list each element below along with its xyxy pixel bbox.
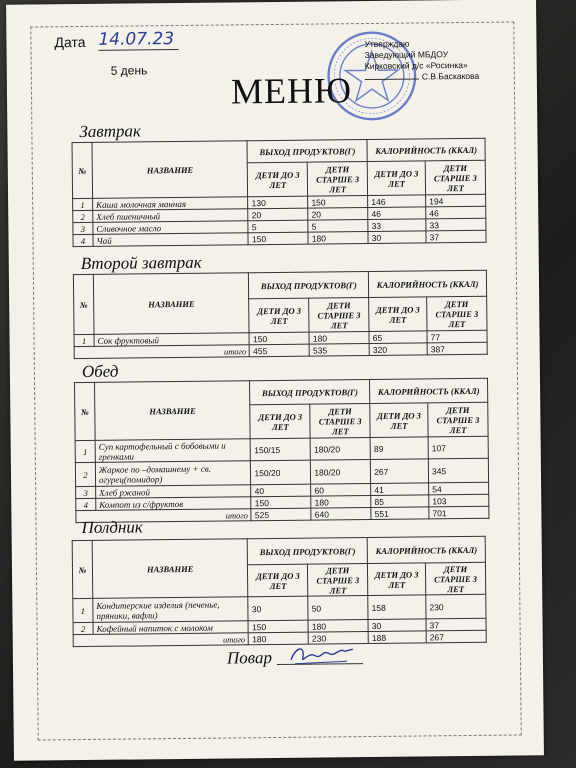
row-num: 3 bbox=[73, 222, 93, 234]
row-cal-over3: 77 bbox=[427, 330, 487, 343]
row-cal-under3: 30 bbox=[368, 231, 426, 244]
row-out-over3: 60 bbox=[311, 484, 371, 497]
row-out-under3: 130 bbox=[248, 196, 308, 209]
col-out-over3: ДЕТИ СТАРШЕ 3 ЛЕТ bbox=[308, 162, 368, 197]
total-cal-under3: 320 bbox=[369, 343, 427, 356]
row-name: Компот из с/фруктов bbox=[96, 497, 252, 511]
row-name: Каша молочная манная bbox=[93, 197, 249, 211]
row-cal-over3: 107 bbox=[428, 436, 488, 459]
row-num: 3 bbox=[76, 486, 96, 498]
row-num: 4 bbox=[76, 498, 96, 510]
section-title-lunch: Обед bbox=[81, 361, 119, 382]
table-breakfast bbox=[71, 138, 486, 247]
col-cal-under3: ДЕТИ ДО 3 ЛЕТ bbox=[370, 403, 428, 438]
row-num: 2 bbox=[73, 210, 93, 222]
row-cal-over3: 37 bbox=[426, 230, 486, 243]
table-snack bbox=[72, 536, 487, 647]
col-cal-under3: ДЕТИ ДО 3 ЛЕТ bbox=[368, 563, 426, 596]
row-out-over3: 180 bbox=[308, 620, 368, 633]
col-output: ВЫХОД ПРОДУКТОВ(Г) bbox=[250, 380, 370, 405]
row-out-over3: 180 bbox=[311, 496, 371, 509]
row-out-under3: 150 bbox=[249, 332, 309, 345]
row-out-over3: 20 bbox=[308, 208, 368, 221]
row-cal-under3: 85 bbox=[371, 495, 429, 508]
row-cal-under3: 146 bbox=[368, 195, 426, 208]
row-name: Хлеб пшеничный bbox=[93, 209, 249, 223]
col-output: ВЫХОД ПРОДУКТОВ(Г) bbox=[247, 140, 367, 163]
row-name: Сливочное масло bbox=[93, 221, 249, 235]
row-out-over3: 5 bbox=[308, 220, 368, 233]
col-name: НАЗВАНИЕ bbox=[92, 141, 248, 199]
row-out-over3: 180 bbox=[309, 332, 369, 345]
row-cal-over3: 33 bbox=[426, 218, 486, 231]
row-out-under3: 5 bbox=[248, 220, 308, 233]
col-name: НАЗВАНИЕ bbox=[93, 273, 249, 335]
col-cal-over3: ДЕТИ СТАРШЕ 3 ЛЕТ bbox=[427, 296, 487, 331]
row-num: 1 bbox=[73, 598, 93, 622]
row-num: 4 bbox=[73, 234, 93, 246]
row-name: Жаркое по –домашнему + св. огурец(помидор) bbox=[95, 461, 251, 487]
col-cal-over3: ДЕТИ СТАРШЕ 3 ЛЕТ bbox=[428, 402, 488, 437]
row-out-under3: 30 bbox=[248, 596, 308, 621]
col-calories: КАЛОРИЙНОСТЬ (ККАЛ) bbox=[367, 536, 485, 563]
row-out-over3: 150 bbox=[308, 196, 368, 209]
row-out-under3: 150 bbox=[248, 620, 308, 633]
col-cal-under3: ДЕТИ ДО 3 ЛЕТ bbox=[369, 297, 427, 332]
row-out-under3: 150 bbox=[248, 232, 308, 245]
row-cal-over3: 103 bbox=[429, 494, 489, 507]
approval-line-1: Утверждаю bbox=[364, 38, 410, 50]
row-out-over3: 180 bbox=[308, 232, 368, 245]
row-cal-over3: 194 bbox=[426, 194, 486, 207]
table-lunch bbox=[74, 378, 489, 523]
total-label: итого bbox=[93, 633, 249, 647]
col-cal-over3: ДЕТИ СТАРШЕ 3 ЛЕТ bbox=[425, 562, 485, 595]
approval-signature-line bbox=[365, 78, 419, 80]
row-num: 1 bbox=[74, 334, 94, 346]
row-out-over3: 180/20 bbox=[311, 460, 371, 485]
signature-icon bbox=[287, 641, 357, 668]
col-out-over3: ДЕТИ СТАРШЕ 3 ЛЕТ bbox=[310, 404, 370, 439]
row-out-over3: 50 bbox=[308, 596, 368, 621]
total-label: итого bbox=[94, 345, 250, 359]
row-out-under3: 150 bbox=[251, 496, 311, 509]
approval-line-2: Заведующий МБДОУ bbox=[364, 49, 449, 61]
page-title: МЕНЮ bbox=[230, 70, 353, 112]
col-output: ВЫХОД ПРОДУКТОВ(Г) bbox=[248, 538, 368, 565]
col-num: № bbox=[73, 274, 94, 334]
row-cal-over3: 230 bbox=[426, 594, 486, 619]
total-cal-under3: 551 bbox=[371, 507, 429, 520]
approval-line-3: Кирковский д/с «Росинка» bbox=[364, 59, 468, 72]
col-cal-under3: ДЕТИ ДО 3 ЛЕТ bbox=[367, 161, 425, 196]
col-output: ВЫХОД ПРОДУКТОВ(Г) bbox=[249, 272, 369, 299]
row-out-under3: 20 bbox=[248, 208, 308, 221]
approval-name: С.В.Баскакова bbox=[421, 70, 480, 82]
row-cal-over3: 54 bbox=[429, 482, 489, 495]
col-out-under3: ДЕТИ ДО 3 ЛЕТ bbox=[249, 298, 309, 333]
row-name: Сок фруктовый bbox=[94, 333, 250, 347]
col-out-under3: ДЕТИ ДО 3 ЛЕТ bbox=[250, 404, 310, 439]
total-out-under3: 455 bbox=[250, 344, 310, 357]
row-num: 1 bbox=[73, 198, 93, 210]
col-cal-over3: ДЕТИ СТАРШЕ 3 ЛЕТ bbox=[425, 160, 485, 195]
row-num: 1 bbox=[75, 440, 95, 462]
table-second-breakfast bbox=[73, 270, 488, 359]
menu-sheet bbox=[6, 0, 544, 761]
row-out-over3: 180/20 bbox=[310, 438, 370, 461]
row-cal-under3: 65 bbox=[369, 331, 427, 344]
row-cal-over3: 37 bbox=[426, 618, 486, 631]
total-cal-under3: 188 bbox=[368, 631, 426, 644]
row-name: Кофейный напиток с молоком bbox=[93, 621, 249, 635]
row-name: Кондитерские изделия (печенье, пряники, вафли) bbox=[93, 597, 249, 623]
row-name: Чай bbox=[93, 233, 249, 247]
col-calories: КАЛОРИЙНОСТЬ (ККАЛ) bbox=[370, 378, 488, 403]
row-cal-under3: 267 bbox=[371, 459, 429, 484]
row-out-under3: 40 bbox=[251, 484, 311, 497]
col-num: № bbox=[75, 382, 96, 440]
col-out-under3: ДЕТИ ДО 3 ЛЕТ bbox=[248, 564, 308, 597]
col-name: НАЗВАНИЕ bbox=[94, 381, 250, 441]
total-out-under3: 180 bbox=[249, 632, 309, 645]
row-cal-over3: 46 bbox=[426, 206, 486, 219]
row-out-under3: 150/20 bbox=[251, 460, 311, 485]
row-num: 2 bbox=[75, 462, 95, 486]
row-cal-under3: 33 bbox=[368, 219, 426, 232]
total-out-over3: 230 bbox=[308, 632, 368, 645]
col-num: № bbox=[72, 142, 93, 198]
row-name: Суп картофельный с бобовыми и гренками bbox=[95, 439, 251, 463]
col-out-over3: ДЕТИ СТАРШЕ 3 ЛЕТ bbox=[308, 564, 368, 597]
section-title-breakfast: Завтрак bbox=[79, 121, 142, 142]
row-name: Хлеб ржаной bbox=[96, 485, 252, 499]
row-out-under3: 150/15 bbox=[251, 438, 311, 461]
cook-label: Повар bbox=[226, 648, 273, 668]
row-cal-under3: 46 bbox=[368, 207, 426, 220]
day-label: 5 день bbox=[110, 63, 148, 78]
total-label: итого bbox=[96, 509, 252, 523]
col-num: № bbox=[72, 540, 93, 598]
total-out-under3: 525 bbox=[251, 508, 311, 521]
row-cal-over3: 345 bbox=[428, 458, 488, 483]
date-value: 14.07.23 bbox=[98, 29, 178, 51]
row-cal-under3: 41 bbox=[371, 483, 429, 496]
date-label: Дата bbox=[54, 33, 86, 51]
col-name: НАЗВАНИЕ bbox=[92, 539, 248, 599]
total-out-over3: 640 bbox=[311, 508, 371, 521]
total-out-over3: 535 bbox=[309, 344, 369, 357]
row-num: 2 bbox=[73, 622, 93, 634]
col-out-over3: ДЕТИ СТАРШЕ 3 ЛЕТ bbox=[309, 298, 369, 333]
section-title-second-breakfast: Второй завтрак bbox=[80, 252, 202, 274]
col-calories: КАЛОРИЙНОСТЬ (ККАЛ) bbox=[369, 270, 487, 297]
total-cal-over3: 387 bbox=[427, 342, 487, 355]
row-cal-under3: 158 bbox=[368, 595, 426, 620]
total-cal-over3: 267 bbox=[426, 630, 486, 643]
col-calories: КАЛОРИЙНОСТЬ (ККАЛ) bbox=[367, 138, 485, 161]
row-cal-under3: 30 bbox=[368, 619, 426, 632]
total-cal-over3: 701 bbox=[429, 506, 489, 519]
row-cal-under3: 89 bbox=[370, 437, 428, 460]
section-title-snack: Полдник bbox=[81, 517, 143, 538]
col-out-under3: ДЕТИ ДО 3 ЛЕТ bbox=[248, 162, 308, 197]
approval-block bbox=[364, 38, 479, 83]
